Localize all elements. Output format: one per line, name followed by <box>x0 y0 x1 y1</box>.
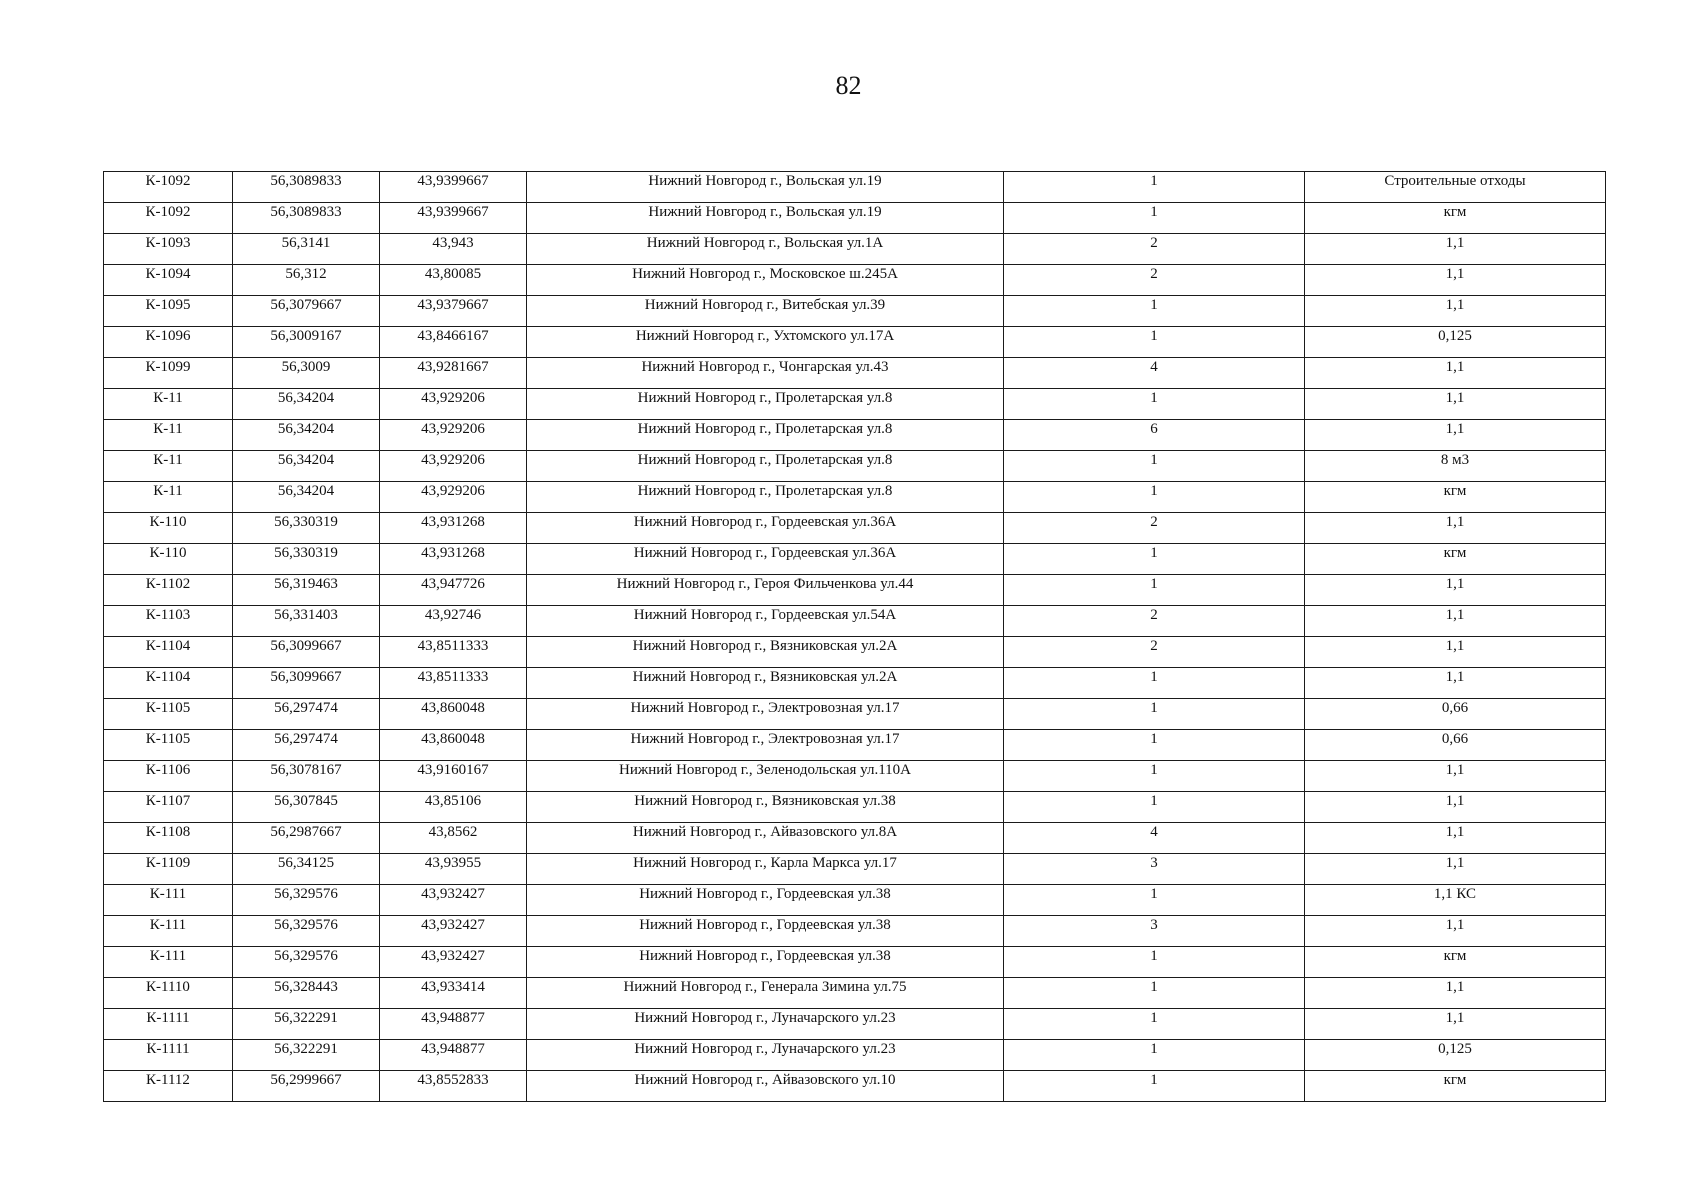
longitude-cell: 43,92746 <box>380 606 527 637</box>
latitude-cell: 56,319463 <box>233 575 380 606</box>
longitude-cell: 43,948877 <box>380 1040 527 1071</box>
table-row <box>104 668 1606 699</box>
site-code-cell: К-111 <box>104 947 233 978</box>
latitude-cell: 56,3078167 <box>233 761 380 792</box>
table-row <box>104 885 1606 916</box>
address-cell: Нижний Новгород г., Гордеевская ул.38 <box>527 885 1004 916</box>
table-row <box>104 1071 1606 1102</box>
longitude-cell: 43,9379667 <box>380 296 527 327</box>
table-row <box>104 1009 1606 1040</box>
page-number: 82 <box>835 71 862 100</box>
site-code-cell: К-1110 <box>104 978 233 1009</box>
container-count-cell: 4 <box>1004 823 1305 854</box>
table-row <box>104 234 1606 265</box>
latitude-cell: 56,3099667 <box>233 668 380 699</box>
address-cell: Нижний Новгород г., Вольская ул.19 <box>527 203 1004 234</box>
container-count-cell: 2 <box>1004 513 1305 544</box>
site-code-cell: К-1102 <box>104 575 233 606</box>
container-count-cell: 3 <box>1004 916 1305 947</box>
latitude-cell: 56,322291 <box>233 1040 380 1071</box>
site-code-cell: К-1111 <box>104 1040 233 1071</box>
container-type-cell: 1,1 <box>1305 420 1606 451</box>
address-cell: Нижний Новгород г., Гордеевская ул.54А <box>527 606 1004 637</box>
latitude-cell: 56,3089833 <box>233 172 380 203</box>
container-type-cell: 1,1 <box>1305 823 1606 854</box>
longitude-cell: 43,8511333 <box>380 668 527 699</box>
address-cell: Нижний Новгород г., Карла Маркса ул.17 <box>527 854 1004 885</box>
latitude-cell: 56,322291 <box>233 1009 380 1040</box>
longitude-cell: 43,8552833 <box>380 1071 527 1102</box>
longitude-cell: 43,8466167 <box>380 327 527 358</box>
site-code-cell: К-11 <box>104 420 233 451</box>
table-row <box>104 327 1606 358</box>
site-code-cell: К-1109 <box>104 854 233 885</box>
container-count-cell: 1 <box>1004 482 1305 513</box>
container-type-cell: кгм <box>1305 482 1606 513</box>
container-type-cell: 0,66 <box>1305 730 1606 761</box>
container-count-cell: 1 <box>1004 1040 1305 1071</box>
longitude-cell: 43,932427 <box>380 885 527 916</box>
container-count-cell: 1 <box>1004 575 1305 606</box>
container-count-cell: 1 <box>1004 172 1305 203</box>
longitude-cell: 43,8562 <box>380 823 527 854</box>
site-code-cell: К-1106 <box>104 761 233 792</box>
longitude-cell: 43,947726 <box>380 575 527 606</box>
container-count-cell: 1 <box>1004 699 1305 730</box>
longitude-cell: 43,929206 <box>380 482 527 513</box>
address-cell: Нижний Новгород г., Вольская ул.1А <box>527 234 1004 265</box>
longitude-cell: 43,9281667 <box>380 358 527 389</box>
container-count-cell: 2 <box>1004 265 1305 296</box>
container-count-cell: 1 <box>1004 885 1305 916</box>
container-type-cell: 1,1 <box>1305 389 1606 420</box>
container-type-cell: 1,1 <box>1305 637 1606 668</box>
table-row <box>104 916 1606 947</box>
site-code-cell: К-1111 <box>104 1009 233 1040</box>
table-row <box>104 761 1606 792</box>
site-code-cell: К-1099 <box>104 358 233 389</box>
longitude-cell: 43,929206 <box>380 451 527 482</box>
longitude-cell: 43,9399667 <box>380 172 527 203</box>
latitude-cell: 56,34204 <box>233 389 380 420</box>
table-row <box>104 203 1606 234</box>
address-cell: Нижний Новгород г., Генерала Зимина ул.75 <box>527 978 1004 1009</box>
container-count-cell: 2 <box>1004 637 1305 668</box>
latitude-cell: 56,331403 <box>233 606 380 637</box>
address-cell: Нижний Новгород г., Электровозная ул.17 <box>527 699 1004 730</box>
site-code-cell: К-110 <box>104 544 233 575</box>
site-code-cell: К-1103 <box>104 606 233 637</box>
container-count-cell: 1 <box>1004 451 1305 482</box>
table-row <box>104 792 1606 823</box>
longitude-cell: 43,943 <box>380 234 527 265</box>
address-cell: Нижний Новгород г., Луначарского ул.23 <box>527 1040 1004 1071</box>
site-code-cell: К-110 <box>104 513 233 544</box>
container-count-cell: 1 <box>1004 730 1305 761</box>
latitude-cell: 56,330319 <box>233 544 380 575</box>
site-code-cell: К-1104 <box>104 637 233 668</box>
latitude-cell: 56,34204 <box>233 482 380 513</box>
latitude-cell: 56,3141 <box>233 234 380 265</box>
latitude-cell: 56,329576 <box>233 916 380 947</box>
longitude-cell: 43,933414 <box>380 978 527 1009</box>
container-count-cell: 2 <box>1004 234 1305 265</box>
container-count-cell: 1 <box>1004 327 1305 358</box>
site-code-cell: К-1092 <box>104 172 233 203</box>
address-cell: Нижний Новгород г., Гордеевская ул.36А <box>527 513 1004 544</box>
container-count-cell: 3 <box>1004 854 1305 885</box>
container-sites-table <box>103 171 1606 1102</box>
longitude-cell: 43,948877 <box>380 1009 527 1040</box>
table-row <box>104 606 1606 637</box>
address-cell: Нижний Новгород г., Айвазовского ул.8А <box>527 823 1004 854</box>
longitude-cell: 43,929206 <box>380 389 527 420</box>
container-type-cell: 1,1 <box>1305 668 1606 699</box>
latitude-cell: 56,307845 <box>233 792 380 823</box>
container-count-cell: 4 <box>1004 358 1305 389</box>
container-count-cell: 1 <box>1004 761 1305 792</box>
table-row <box>104 420 1606 451</box>
address-cell: Нижний Новгород г., Айвазовского ул.10 <box>527 1071 1004 1102</box>
longitude-cell: 43,80085 <box>380 265 527 296</box>
container-type-cell: 1,1 <box>1305 978 1606 1009</box>
site-code-cell: К-1105 <box>104 699 233 730</box>
table-row <box>104 513 1606 544</box>
container-count-cell: 1 <box>1004 1071 1305 1102</box>
container-type-cell: 1,1 <box>1305 761 1606 792</box>
latitude-cell: 56,3009167 <box>233 327 380 358</box>
table-body <box>104 172 1606 1102</box>
container-count-cell: 1 <box>1004 203 1305 234</box>
container-type-cell: 1,1 <box>1305 1009 1606 1040</box>
container-count-cell: 1 <box>1004 1009 1305 1040</box>
latitude-cell: 56,34204 <box>233 420 380 451</box>
table-row <box>104 265 1606 296</box>
longitude-cell: 43,9160167 <box>380 761 527 792</box>
latitude-cell: 56,329576 <box>233 885 380 916</box>
address-cell: Нижний Новгород г., Вольская ул.19 <box>527 172 1004 203</box>
address-cell: Нижний Новгород г., Пролетарская ул.8 <box>527 389 1004 420</box>
site-code-cell: К-1105 <box>104 730 233 761</box>
site-code-cell: К-11 <box>104 482 233 513</box>
latitude-cell: 56,330319 <box>233 513 380 544</box>
container-type-cell: Строительные отходы <box>1305 172 1606 203</box>
address-cell: Нижний Новгород г., Вязниковская ул.2А <box>527 637 1004 668</box>
latitude-cell: 56,328443 <box>233 978 380 1009</box>
address-cell: Нижний Новгород г., Пролетарская ул.8 <box>527 420 1004 451</box>
table-row <box>104 947 1606 978</box>
container-type-cell: 8 м3 <box>1305 451 1606 482</box>
container-count-cell: 1 <box>1004 947 1305 978</box>
latitude-cell: 56,3089833 <box>233 203 380 234</box>
container-type-cell: кгм <box>1305 1071 1606 1102</box>
table-row <box>104 575 1606 606</box>
address-cell: Нижний Новгород г., Гордеевская ул.38 <box>527 916 1004 947</box>
site-code-cell: К-1092 <box>104 203 233 234</box>
address-cell: Нижний Новгород г., Электровозная ул.17 <box>527 730 1004 761</box>
longitude-cell: 43,931268 <box>380 513 527 544</box>
container-count-cell: 6 <box>1004 420 1305 451</box>
container-count-cell: 1 <box>1004 978 1305 1009</box>
latitude-cell: 56,329576 <box>233 947 380 978</box>
site-code-cell: К-1093 <box>104 234 233 265</box>
container-type-cell: 1,1 <box>1305 358 1606 389</box>
table-row <box>104 358 1606 389</box>
container-type-cell: 1,1 <box>1305 792 1606 823</box>
site-code-cell: К-1096 <box>104 327 233 358</box>
latitude-cell: 56,2999667 <box>233 1071 380 1102</box>
container-type-cell: 1,1 <box>1305 916 1606 947</box>
longitude-cell: 43,931268 <box>380 544 527 575</box>
container-type-cell: 0,125 <box>1305 1040 1606 1071</box>
container-count-cell: 1 <box>1004 792 1305 823</box>
longitude-cell: 43,860048 <box>380 730 527 761</box>
latitude-cell: 56,297474 <box>233 730 380 761</box>
address-cell: Нижний Новгород г., Витебская ул.39 <box>527 296 1004 327</box>
longitude-cell: 43,932427 <box>380 916 527 947</box>
site-code-cell: К-1104 <box>104 668 233 699</box>
table-row <box>104 296 1606 327</box>
longitude-cell: 43,929206 <box>380 420 527 451</box>
latitude-cell: 56,3079667 <box>233 296 380 327</box>
address-cell: Нижний Новгород г., Вязниковская ул.2А <box>527 668 1004 699</box>
table-row <box>104 172 1606 203</box>
latitude-cell: 56,2987667 <box>233 823 380 854</box>
address-cell: Нижний Новгород г., Зеленодольская ул.110А <box>527 761 1004 792</box>
table-row <box>104 730 1606 761</box>
table-row <box>104 699 1606 730</box>
container-type-cell: 0,66 <box>1305 699 1606 730</box>
address-cell: Нижний Новгород г., Героя Фильченкова ул.44 <box>527 575 1004 606</box>
container-count-cell: 1 <box>1004 296 1305 327</box>
latitude-cell: 56,312 <box>233 265 380 296</box>
container-type-cell: 1,1 <box>1305 854 1606 885</box>
address-cell: Нижний Новгород г., Московское ш.245А <box>527 265 1004 296</box>
latitude-cell: 56,34125 <box>233 854 380 885</box>
longitude-cell: 43,9399667 <box>380 203 527 234</box>
container-type-cell: 1,1 <box>1305 234 1606 265</box>
container-type-cell: кгм <box>1305 544 1606 575</box>
table-row <box>104 451 1606 482</box>
container-count-cell: 2 <box>1004 606 1305 637</box>
address-cell: Нижний Новгород г., Гордеевская ул.38 <box>527 947 1004 978</box>
longitude-cell: 43,85106 <box>380 792 527 823</box>
table-row <box>104 637 1606 668</box>
container-type-cell: 1,1 <box>1305 296 1606 327</box>
table-row <box>104 854 1606 885</box>
site-code-cell: К-1095 <box>104 296 233 327</box>
address-cell: Нижний Новгород г., Ухтомского ул.17А <box>527 327 1004 358</box>
container-type-cell: 1,1 <box>1305 575 1606 606</box>
container-type-cell: 1,1 <box>1305 513 1606 544</box>
site-code-cell: К-1112 <box>104 1071 233 1102</box>
address-cell: Нижний Новгород г., Гордеевская ул.36А <box>527 544 1004 575</box>
site-code-cell: К-1108 <box>104 823 233 854</box>
container-type-cell: 0,125 <box>1305 327 1606 358</box>
site-code-cell: К-11 <box>104 389 233 420</box>
table-row <box>104 823 1606 854</box>
site-code-cell: К-111 <box>104 916 233 947</box>
site-code-cell: К-111 <box>104 885 233 916</box>
container-type-cell: 1,1 КС <box>1305 885 1606 916</box>
latitude-cell: 56,3009 <box>233 358 380 389</box>
address-cell: Нижний Новгород г., Чонгарская ул.43 <box>527 358 1004 389</box>
container-type-cell: кгм <box>1305 947 1606 978</box>
container-type-cell: 1,1 <box>1305 265 1606 296</box>
site-code-cell: К-1107 <box>104 792 233 823</box>
address-cell: Нижний Новгород г., Пролетарская ул.8 <box>527 451 1004 482</box>
container-count-cell: 1 <box>1004 668 1305 699</box>
table-row <box>104 389 1606 420</box>
address-cell: Нижний Новгород г., Луначарского ул.23 <box>527 1009 1004 1040</box>
latitude-cell: 56,34204 <box>233 451 380 482</box>
longitude-cell: 43,860048 <box>380 699 527 730</box>
latitude-cell: 56,297474 <box>233 699 380 730</box>
table-row <box>104 1040 1606 1071</box>
longitude-cell: 43,93955 <box>380 854 527 885</box>
longitude-cell: 43,8511333 <box>380 637 527 668</box>
table-row <box>104 482 1606 513</box>
latitude-cell: 56,3099667 <box>233 637 380 668</box>
longitude-cell: 43,932427 <box>380 947 527 978</box>
address-cell: Нижний Новгород г., Вязниковская ул.38 <box>527 792 1004 823</box>
container-type-cell: 1,1 <box>1305 606 1606 637</box>
table-row <box>104 978 1606 1009</box>
table-row <box>104 544 1606 575</box>
container-type-cell: кгм <box>1305 203 1606 234</box>
site-code-cell: К-1094 <box>104 265 233 296</box>
container-count-cell: 1 <box>1004 544 1305 575</box>
address-cell: Нижний Новгород г., Пролетарская ул.8 <box>527 482 1004 513</box>
container-count-cell: 1 <box>1004 389 1305 420</box>
site-code-cell: К-11 <box>104 451 233 482</box>
